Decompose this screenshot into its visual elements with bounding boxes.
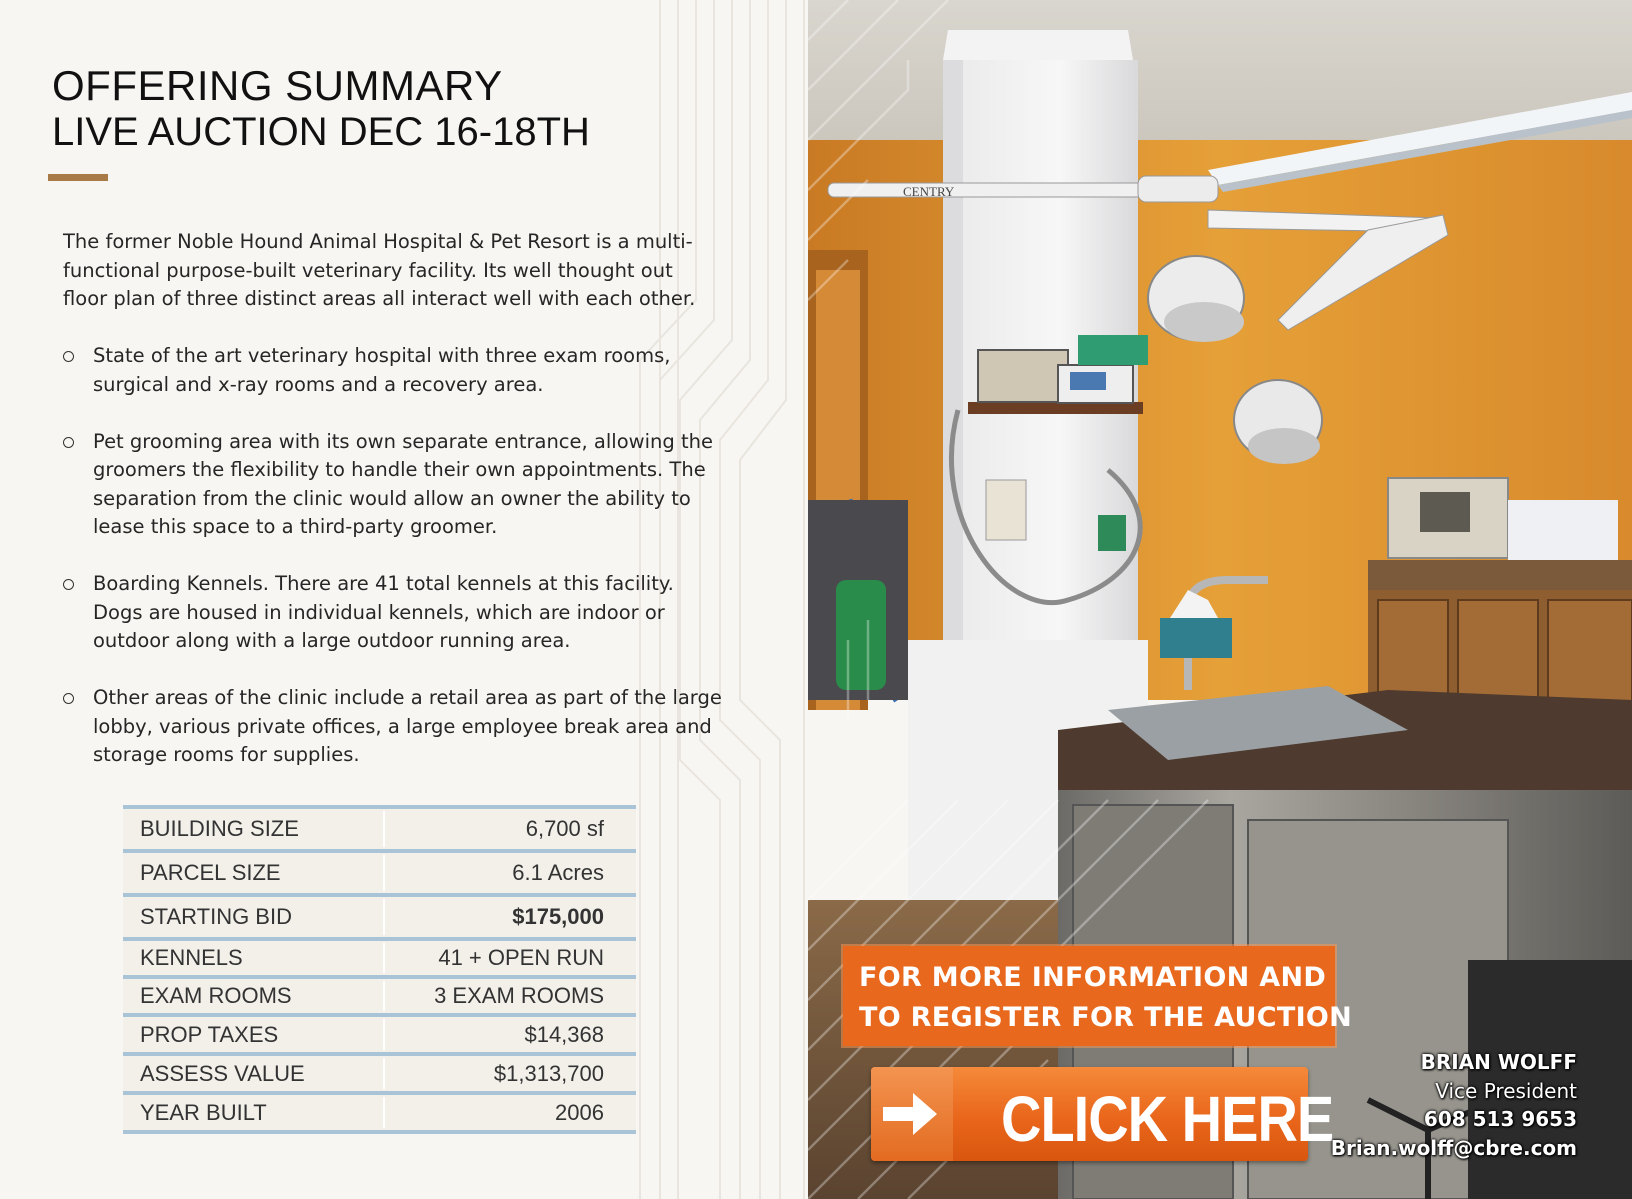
bullet-circle-icon bbox=[63, 351, 74, 362]
fact-label: STARTING BID bbox=[140, 904, 292, 929]
fact-row-kennels bbox=[123, 941, 636, 979]
column-divider bbox=[383, 811, 385, 847]
page-subtitle: LIVE AUCTION DEC 16-18TH bbox=[52, 110, 590, 154]
feature-text: State of the art veterinary hospital with three exam rooms, surgical and x-ray rooms and a recovery area. bbox=[93, 344, 671, 396]
fact-value: $14,368 bbox=[524, 1021, 604, 1047]
fact-label: PROP TAXES bbox=[140, 1021, 279, 1047]
bullet-circle-icon bbox=[63, 437, 74, 448]
click-here-button[interactable] bbox=[871, 1067, 1334, 1161]
auction-info-banner bbox=[843, 946, 1353, 1046]
broker-contact bbox=[1331, 1048, 1577, 1162]
fact-value: 6,700 sf bbox=[525, 816, 604, 841]
broker-title: Vice President bbox=[1435, 1078, 1577, 1103]
intro-paragraph: The former Noble Hound Animal Hospital & Pet Resort is a multi-functional purpose-built veterinary facility. Its well thought out floor plan of three distinct areas all interact well with each other. bbox=[63, 230, 696, 310]
fact-value: 3 EXAM ROOMS bbox=[434, 983, 604, 1008]
feature-list bbox=[63, 342, 723, 798]
arrow-right-icon bbox=[871, 1067, 953, 1161]
fact-value: $175,000 bbox=[512, 904, 604, 929]
fact-row-year-built bbox=[123, 1095, 636, 1134]
fact-label: ASSESS VALUE bbox=[140, 1060, 305, 1086]
column-divider bbox=[383, 855, 385, 891]
fact-label: YEAR BUILT bbox=[140, 1099, 267, 1125]
fact-row-parcel-size bbox=[123, 853, 636, 897]
fact-value: $1,313,700 bbox=[493, 1060, 604, 1086]
feature-item-hospital bbox=[63, 342, 723, 399]
fact-label: PARCEL SIZE bbox=[140, 860, 281, 885]
page-title: OFFERING SUMMARY bbox=[52, 62, 503, 109]
bullet-circle-icon bbox=[63, 579, 74, 590]
title-accent-bar bbox=[48, 174, 108, 181]
fact-label: EXAM ROOMS bbox=[140, 983, 292, 1008]
fact-row-assess-value bbox=[123, 1056, 636, 1095]
column-divider bbox=[383, 1019, 385, 1050]
fact-row-starting-bid bbox=[123, 897, 636, 941]
feature-text: Pet grooming area with its own separate entrance, allowing the groomers the flexibility to handle their own appointments. The separation from the clinic would allow an owner the ability to lease this space to a third-party groomer. bbox=[93, 429, 713, 538]
property-facts-table bbox=[123, 805, 636, 1134]
feature-text: Boarding Kennels. There are 41 total kennels at this facility. Dogs are housed in individual kennels, which are indoor or outdoor along with a large outdoor running area. bbox=[93, 572, 674, 652]
fact-row-exam-rooms bbox=[123, 979, 636, 1017]
broker-phone[interactable]: 608 513 9653 bbox=[1423, 1107, 1577, 1131]
broker-name: BRIAN WOLFF bbox=[1420, 1050, 1577, 1074]
feature-item-grooming bbox=[63, 428, 723, 542]
fact-label: KENNELS bbox=[140, 945, 243, 970]
column-divider bbox=[383, 943, 385, 973]
fact-value: 41 + OPEN RUN bbox=[438, 945, 604, 970]
column-divider bbox=[383, 1058, 385, 1089]
light-brand-label: CENTRY bbox=[903, 184, 955, 199]
bullet-circle-icon bbox=[63, 693, 74, 704]
fact-row-prop-taxes bbox=[123, 1017, 636, 1056]
feature-text: Other areas of the clinic include a retail area as part of the large lobby, various private offices, a large employee break area and storage rooms for supplies. bbox=[93, 686, 722, 766]
fact-value: 2006 bbox=[555, 1099, 604, 1125]
arrow-panel bbox=[871, 1067, 953, 1161]
fact-value: 6.1 Acres bbox=[512, 860, 604, 885]
banner-line-1: FOR MORE INFORMATION AND bbox=[859, 962, 1327, 993]
banner-line-2: TO REGISTER FOR THE AUCTION bbox=[859, 1002, 1353, 1033]
fact-label: BUILDING SIZE bbox=[140, 816, 299, 841]
column-divider bbox=[383, 1097, 385, 1128]
feature-item-other-areas bbox=[63, 684, 723, 770]
broker-email-link[interactable]: Brian.wolff@cbre.com bbox=[1330, 1135, 1577, 1160]
feature-item-kennels bbox=[63, 570, 723, 656]
fact-row-building-size bbox=[123, 809, 636, 853]
column-divider bbox=[383, 899, 385, 935]
click-here-label: CLICK HERE bbox=[1001, 1082, 1334, 1155]
column-divider bbox=[383, 981, 385, 1011]
summary-column bbox=[0, 0, 808, 1199]
